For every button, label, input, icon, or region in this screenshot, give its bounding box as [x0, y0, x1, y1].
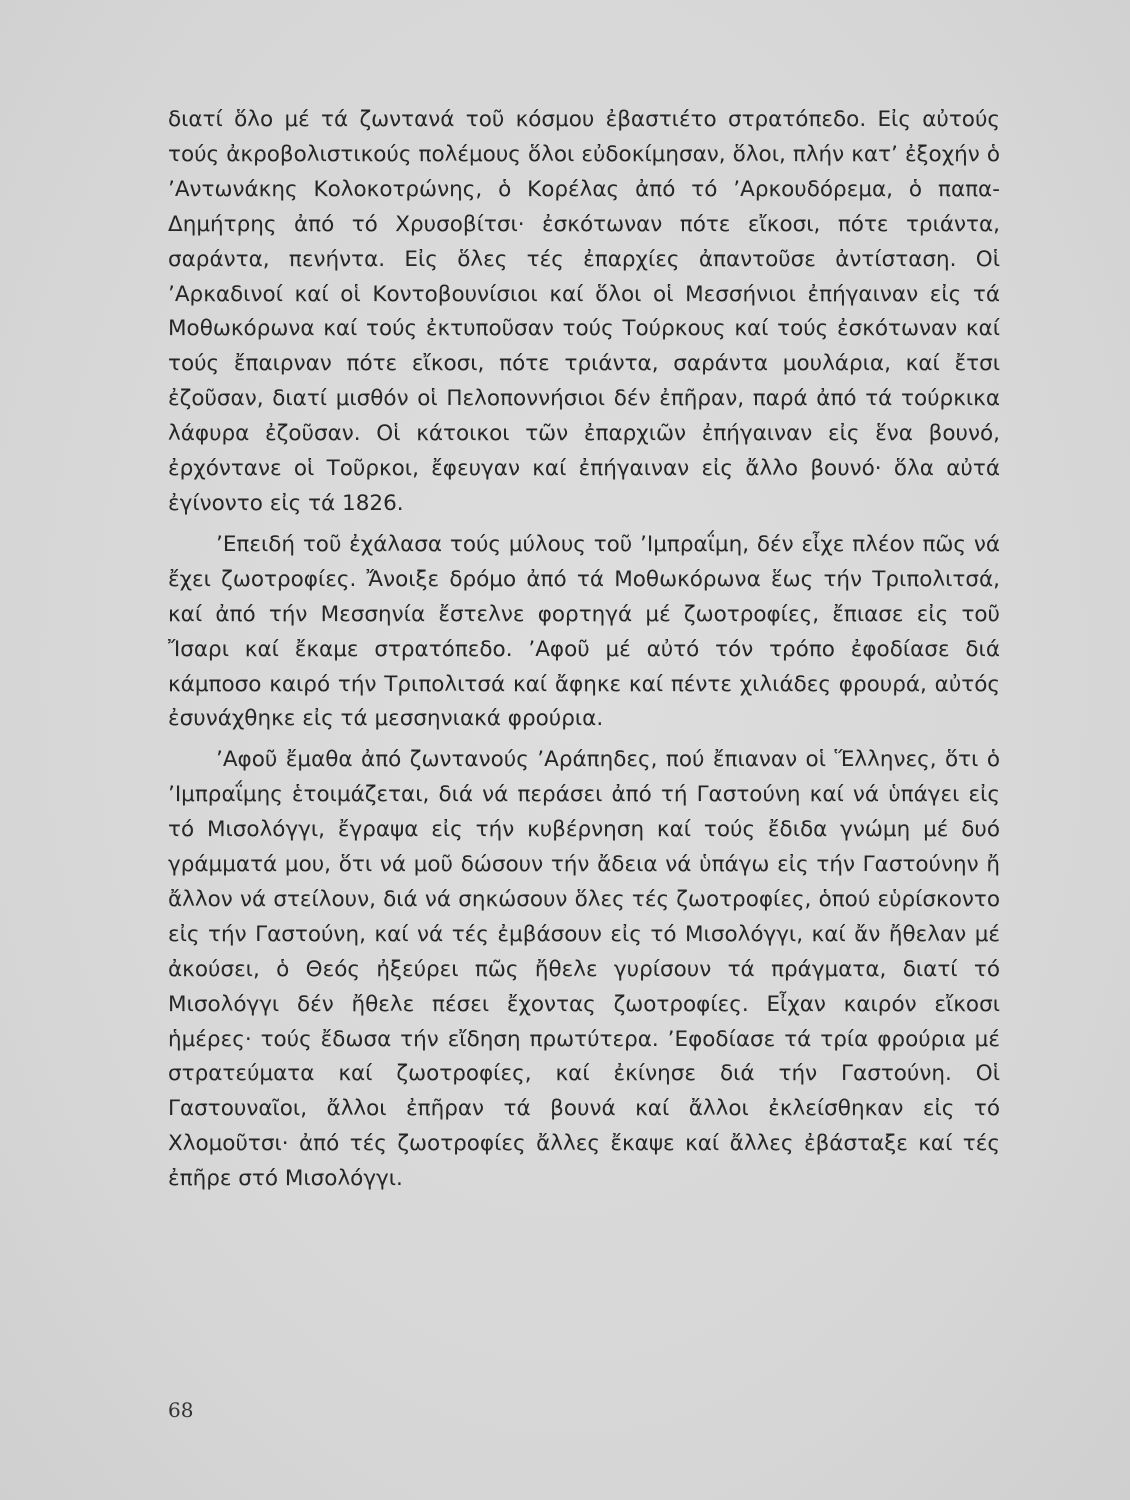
- paragraph-2: ’Επειδή τοῦ ἐχάλασα τούς μύλους τοῦ ’Ιμπραΐμη, δέν εἶχε πλέον πῶς νά ἔχει ζωοτροφίες. Ἄνοιξε δρόμο ἀπό τά Μοθωκόρωνα ἕως τήν Τριπολιτσά, καί ἀπό τήν Μεσσηνία ἔστελνε φορτηγά μέ ζωοτροφίες, ἔπιασε εἰς τοῦ Ἴσαρι καί ἔκαμε στρατόπεδο. ’Αφοῦ μέ αὐτό τόν τρόπο ἐφοδίασε διά κάμποσο καιρό τήν Τριπολιτσά καί ἄφηκε καί πέντε χιλιάδες φρουρά, αὐτός ἐσυνάχθηκε εἰς τά μεσσηνιακά φρούρια.: [168, 531, 1000, 732]
- paragraph-1: διατί ὅλο μέ τά ζωντανά τοῦ κόσμου ἐβαστιέτο στρατόπεδο. Εἰς αὐτούς τούς ἀκροβολιστικούς πολέμους ὅλοι εὐδοκίμησαν, ὅλοι, πλήν κατ’ ἐξοχήν ὁ ’Αντωνάκης Κολοκοτρώνης, ὁ Κορέλας ἀπό τό ’Αρκουδόρεμα, ὁ παπα-Δημήτρης ἀπό τό Χρυσοβίτσι· ἐσκότωναν πότε εἴκοσι, πότε τριάντα, σαράντα, πενήντα. Εἰς ὅλες τές ἐπαρχίες ἀπαντοῦσε ἀντίσταση. Οἱ ’Αρκαδινοί καί οἱ Κοντοβουνίσιοι καί ὅλοι οἱ Μεσσήνιοι ἐπήγαιναν εἰς τά Μοθωκόρωνα καί τούς ἐκτυποῦσαν τούς Τούρκους καί τούς ἐσκότωναν καί τούς ἔπαιρναν πότε εἴκοσι, πότε τριάντα, σαράντα μουλάρια, καί ἔτσι ἐζοῦσαν, διατί μισθόν οἱ Πελοποννήσιοι δέν ἐπῆραν, παρά ἀπό τά τούρκικα λάφυρα ἐζοῦσαν. Οἱ κάτοικοι τῶν ἐπαρχιῶν ἐπήγαιναν εἰς ἕνα βουνό, ἐρχόντανε οἱ Τοῦρκοι, ἔφευγαν καί ἐπήγαιναν εἰς ἄλλο βουνό· ὅλα αὐτά ἐγίνοντο εἰς τά 1826.: [168, 107, 1000, 516]
- paragraph-3: ’Αφοῦ ἔμαθα ἀπό ζωντανούς ’Αράπηδες, πού ἔπιαναν οἱ Ἕλληνες, ὅτι ὁ ’Ιμπραΐμης ἑτοιμάζεται, διά νά περάσει ἀπό τή Γαστούνη καί νά ὑπάγει εἰς τό Μισολόγγι, ἔγραψα εἰς τήν κυβέρνηση καί τούς ἔδιδα γνώμη μέ δυό γράμματά μου, ὅτι νά μοῦ δώσουν τήν ἄδεια νά ὑπάγω εἰς τήν Γαστούνην ἤ ἄλλον νά στείλουν, διά νά σηκώσουν ὅλες τές ζωοτροφίες, ὁπού εὑρίσκοντο εἰς τήν Γαστούνη, καί νά τές ἐμβάσουν εἰς τό Μισολόγγι, καί ἄν ἤθελαν μέ ἀκούσει, ὁ Θεός ἠξεύρει πῶς ἤθελε γυρίσουν τά πράγματα, διατί τό Μισολόγγι δέν ἤθελε πέσει ἔχοντας ζωοτροφίες. Εἶχαν καιρόν εἴκοσι ἡμέρες· τούς ἔδωσα τήν εἴδηση πρωτύτερα. ’Εφοδίασε τά τρία φρούρια μέ στρατεύματα καί ζωοτροφίες, καί ἐκίνησε διά τήν Γαστούνη. Οἱ Γαστουναῖοι, ἄλλοι ἐπῆραν τά βουνά καί ἄλλοι ἐκλείσθηκαν εἰς τό Χλομοῦτσι· ἀπό τές ζωοτροφίες ἄλλες ἔκαψε καί ἄλλες ἐβάσταξε καί τές ἐπῆρε στό Μισολόγγι.: [168, 747, 1000, 1192]
- body-text: [168, 103, 1000, 1197]
- page-number: 68: [168, 1398, 194, 1422]
